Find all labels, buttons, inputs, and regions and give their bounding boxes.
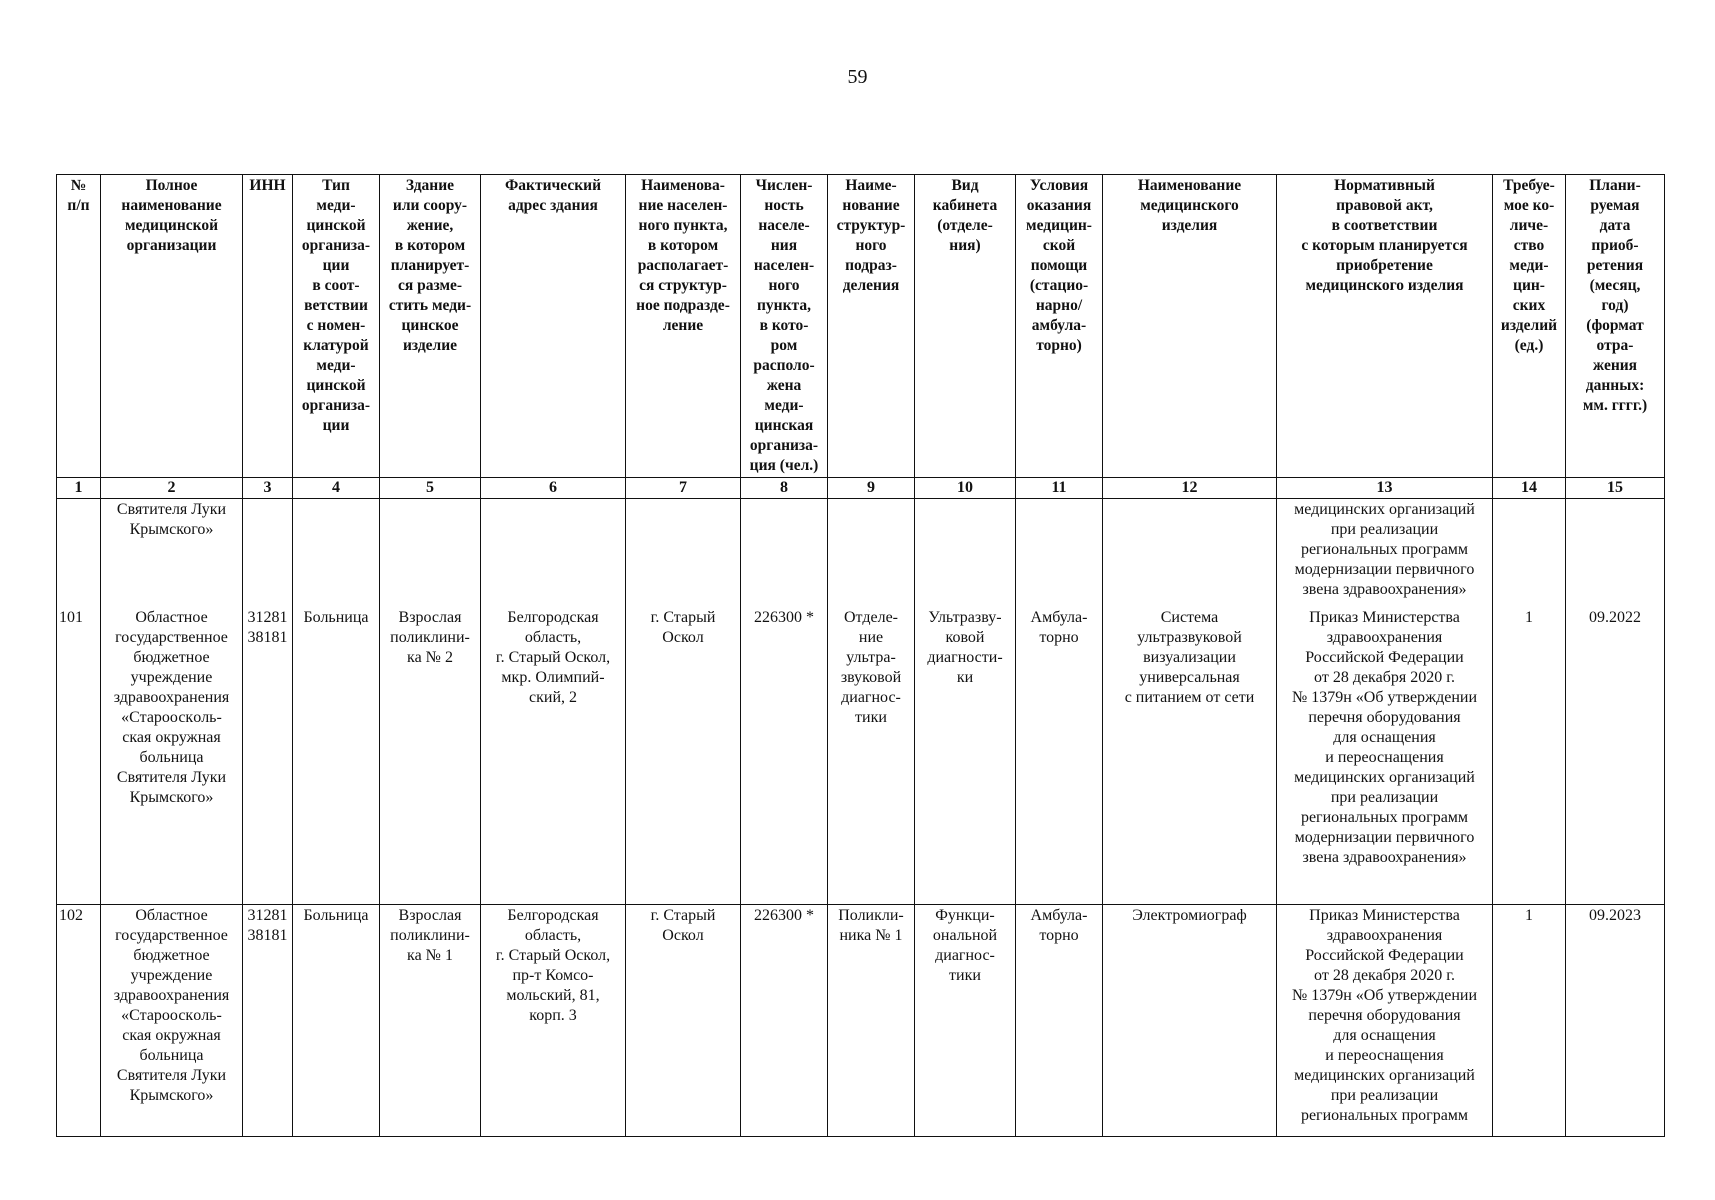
column-number: 6	[481, 478, 626, 499]
col-header-num: № п/п	[57, 175, 101, 478]
col-header-conditions: Условия оказания медицин- ской помощи (стацио- нарно/ амбула- торно)	[1016, 175, 1103, 478]
care-conditions: Амбула- торно	[1016, 607, 1103, 905]
column-number: 9	[828, 478, 915, 499]
col-header-date: Плани- руемая дата приоб- ретения (месяц, год) (формат отра- жения данных: мм. гггг.)	[1566, 175, 1665, 478]
org-name: Областное государственное бюджетное учреждение здравоохранения «Старооскoль- ская окружная больница Святителя Луки Крымского»	[101, 905, 243, 1137]
col-header-act: Нормативный правовой акт, в соответствии с которым планируется приобретение медицинского изделия	[1277, 175, 1493, 478]
col-header-qty: Требуе- мое ко- личе- ство меди- цин- ских изделий (ед.)	[1493, 175, 1566, 478]
quantity: 1	[1493, 607, 1566, 905]
col-header-inn: ИНН	[243, 175, 293, 478]
column-number: 14	[1493, 478, 1566, 499]
planned-date: 09.2023	[1566, 905, 1665, 1137]
page-number: 59	[847, 66, 868, 88]
column-number: 10	[915, 478, 1016, 499]
column-number: 2	[101, 478, 243, 499]
legal-act: Приказ Министерства здравоохранения Российской Федерации от 28 декабря 2020 г. № 1379н «Об утверждении перечня оборудования для оснащения и переоснащения медицинских организаций при реализации региональных программ модернизации первичного звена здравоохранения»	[1277, 607, 1493, 905]
cabinet-type: Функци- ональной диагнос- тики	[915, 905, 1016, 1137]
table-row	[57, 905, 1665, 1137]
col-header-org: Полное наименование медицинской организации	[101, 175, 243, 478]
column-number: 7	[626, 478, 741, 499]
col-header-population: Числен- ность населе- ния населен- ного пункта, в кото- ром располо- жена меди- цинская организа- ция (чел.)	[741, 175, 828, 478]
org-name: Областное государственное бюджетное учреждение здравоохранения «Старооскoль- ская окружная больница Святителя Луки Крымского»	[101, 607, 243, 905]
row-number: 102	[57, 905, 101, 1137]
building: Взрослая поликлини- ка № 1	[380, 905, 481, 1137]
col-header-device: Наименование медицинского изделия	[1103, 175, 1277, 478]
address: Белгородская область, г. Старый Оскол, мкр. Олимпий- ский, 2	[481, 607, 626, 905]
table-row	[57, 607, 1665, 905]
column-number: 11	[1016, 478, 1103, 499]
column-number-row	[57, 478, 1665, 499]
column-number: 1	[57, 478, 101, 499]
column-number: 3	[243, 478, 293, 499]
care-conditions: Амбула- торно	[1016, 905, 1103, 1137]
col-header-building: Здание или соору- жение, в котором планирует- ся разме- стить меди- цинское изделие	[380, 175, 481, 478]
equipment-table	[56, 174, 1665, 1137]
population: 226300 *	[741, 607, 828, 905]
planned-date: 09.2022	[1566, 607, 1665, 905]
inn: 31281 38181	[243, 607, 293, 905]
building: Взрослая поликлини- ка № 2	[380, 607, 481, 905]
column-number: 12	[1103, 478, 1277, 499]
column-number: 4	[293, 478, 380, 499]
col-header-cabinet: Вид кабинета (отделе- ния)	[915, 175, 1016, 478]
header-row	[57, 175, 1665, 478]
org-name-continuation: Святителя Луки Крымского»	[101, 499, 243, 607]
continuation-row	[57, 499, 1665, 607]
legal-act-continuation: медицинских организаций при реализации региональных программ модернизации первичного звена здравоохранения»	[1277, 499, 1493, 607]
col-header-locality: Наименова- ние населен- ного пункта, в котором располагает- ся структур- ное подразде- ление	[626, 175, 741, 478]
col-header-unit: Наиме- нование структур- ного подраз- деления	[828, 175, 915, 478]
org-type: Больница	[293, 905, 380, 1137]
structural-unit: Отделе- ние ультра- звуковой диагнос- тики	[828, 607, 915, 905]
row-number: 101	[57, 607, 101, 905]
quantity: 1	[1493, 905, 1566, 1137]
column-number: 5	[380, 478, 481, 499]
structural-unit: Поликли- ника № 1	[828, 905, 915, 1137]
column-number: 13	[1277, 478, 1493, 499]
device-name: Система ультразвуковой визуализации универсальная с питанием от сети	[1103, 607, 1277, 905]
locality: г. Старый Оскол	[626, 607, 741, 905]
org-type: Больница	[293, 607, 380, 905]
col-header-type: Тип меди- цинской организа- ции в соот- ветствии с номен- клатурой меди- цинской организа- ции	[293, 175, 380, 478]
device-name: Электромиограф	[1103, 905, 1277, 1137]
col-header-address: Фактический адрес здания	[481, 175, 626, 478]
address: Белгородская область, г. Старый Оскол, пр-т Комсо- мольский, 81, корп. 3	[481, 905, 626, 1137]
legal-act: Приказ Министерства здравоохранения Российской Федерации от 28 декабря 2020 г. № 1379н «Об утверждении перечня оборудования для оснащения и переоснащения медицинских организаций при реализации региональных программ	[1277, 905, 1493, 1137]
column-number: 8	[741, 478, 828, 499]
inn: 31281 38181	[243, 905, 293, 1137]
cabinet-type: Ультразву- ковой диагности- ки	[915, 607, 1016, 905]
locality: г. Старый Оскол	[626, 905, 741, 1137]
column-number: 15	[1566, 478, 1665, 499]
population: 226300 *	[741, 905, 828, 1137]
